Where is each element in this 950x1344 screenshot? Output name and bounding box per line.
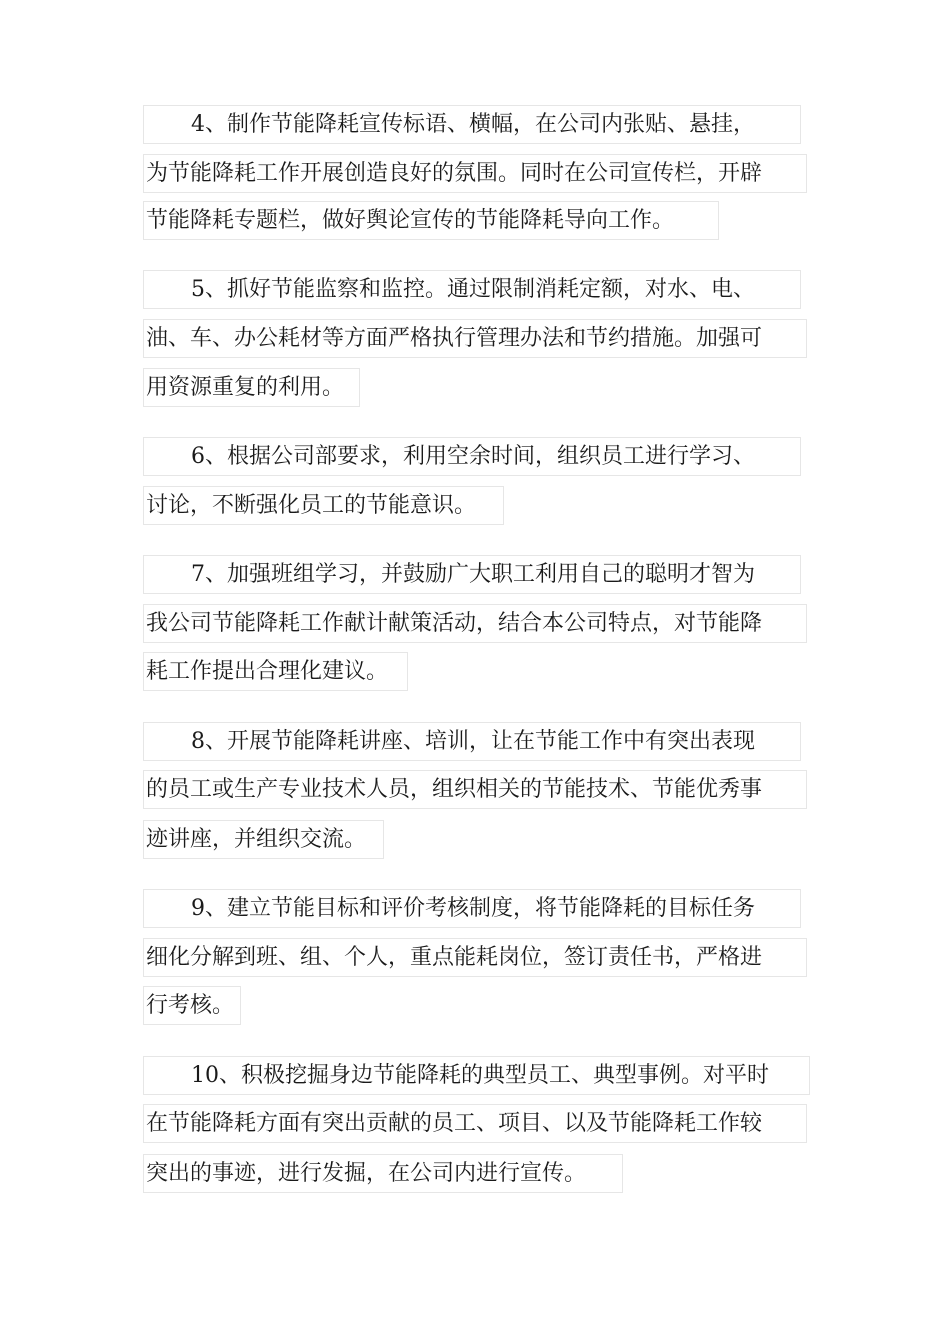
text-line: 迹讲座，并组织交流。 xyxy=(143,820,384,859)
text-line: 讨论，不断强化员工的节能意识。 xyxy=(143,486,504,525)
text-line: 8、开展节能降耗讲座、培训，让在节能工作中有突出表现 xyxy=(143,722,801,761)
text-line: 7、加强班组学习，并鼓励广大职工利用自己的聪明才智为 xyxy=(143,555,801,594)
text-line: 行考核。 xyxy=(143,986,241,1025)
text-line: 节能降耗专题栏，做好舆论宣传的节能降耗导向工作。 xyxy=(143,201,719,240)
text-line: 10、积极挖掘身边节能降耗的典型员工、典型事例。对平时 xyxy=(143,1056,810,1095)
text-line: 在节能降耗方面有突出贡献的员工、项目、以及节能降耗工作较 xyxy=(143,1104,807,1143)
text-line: 为节能降耗工作开展创造良好的氛围。同时在公司宣传栏，开辟 xyxy=(143,154,807,193)
text-line: 油、车、办公耗材等方面严格执行管理办法和节约措施。加强可 xyxy=(143,319,807,358)
text-line: 6、根据公司部要求，利用空余时间，组织员工进行学习、 xyxy=(143,437,801,476)
text-line: 我公司节能降耗工作献计献策活动，结合本公司特点，对节能降 xyxy=(143,604,807,643)
text-line: 5、抓好节能监察和监控。通过限制消耗定额，对水、电、 xyxy=(143,270,801,309)
text-line: 突出的事迹，进行发掘，在公司内进行宣传。 xyxy=(143,1154,623,1193)
text-line: 的员工或生产专业技术人员，组织相关的节能技术、节能优秀事 xyxy=(143,770,807,809)
text-line: 用资源重复的利用。 xyxy=(143,368,360,407)
text-line: 4、制作节能降耗宣传标语、横幅，在公司内张贴、悬挂， xyxy=(143,105,801,144)
text-line: 耗工作提出合理化建议。 xyxy=(143,652,408,691)
text-line: 细化分解到班、组、个人，重点能耗岗位，签订责任书，严格进 xyxy=(143,938,807,977)
text-line: 9、建立节能目标和评价考核制度，将节能降耗的目标任务 xyxy=(143,889,801,928)
